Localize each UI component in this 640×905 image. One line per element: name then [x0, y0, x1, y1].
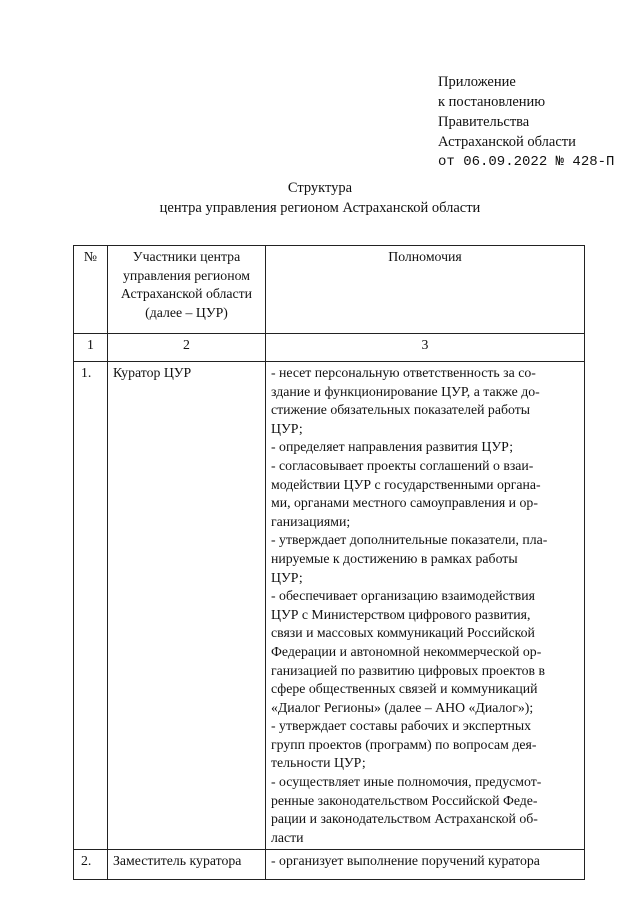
powers-line: ласти [271, 829, 304, 845]
appendix-block [438, 72, 614, 172]
powers-line: сфере общественных связей и коммуникаций [271, 681, 538, 697]
title-line-2: центра управления регионом Астраханской области [159, 200, 481, 216]
row-powers [266, 850, 585, 880]
row-participant: Заместитель куратора [108, 850, 266, 880]
appendix-line: Приложение [438, 74, 516, 90]
powers-line: - утверждает дополнительные показатели, пла- [271, 532, 548, 548]
powers-line: ЦУР; [271, 420, 303, 436]
column-number: 1 [74, 334, 108, 362]
column-number: 2 [108, 334, 266, 362]
header-participants-line: (далее – ЦУР) [145, 304, 228, 320]
powers-line: «Диалог Регионы» (далее – АНО «Диалог»); [271, 699, 534, 715]
powers-line: - осуществляет иные полномочия, предусмот- [271, 774, 542, 790]
structure-table [73, 245, 585, 880]
powers-line: модействии ЦУР с государственными органа- [271, 476, 541, 492]
header-participants [108, 246, 266, 334]
powers-line: ганизациями; [271, 513, 351, 529]
appendix-line: Правительства [438, 114, 530, 130]
powers-line: ренные законодательством Российской Феде- [271, 792, 538, 808]
powers-line: ми, органами местного самоуправления и ор- [271, 495, 538, 511]
table-row [74, 362, 585, 850]
powers-line: ЦУР; [271, 569, 303, 585]
powers-line: тельности ЦУР; [271, 755, 366, 771]
powers-line: Федерации и автономной некоммерческой ор- [271, 643, 542, 659]
powers-line: - несет персональную ответственность за со- [271, 365, 536, 380]
powers-line: - организует выполнение поручений куратора [271, 853, 540, 869]
powers-line: групп проектов (программ) по вопросам дея- [271, 736, 537, 752]
appendix-line: Астраханской области [438, 134, 576, 150]
document-title [0, 178, 640, 218]
powers-line: - утверждает составы рабочих и экспертных [271, 718, 532, 734]
column-number: 3 [266, 334, 585, 362]
powers-line: - обеспечивает организацию взаимодействия [271, 588, 535, 604]
title-line-1: Структура [287, 180, 353, 196]
header-participants-line: Участники центра [132, 249, 241, 264]
appendix-date-number: от 06.09.2022 № 428-П [438, 154, 615, 170]
row-powers [266, 362, 585, 850]
appendix-line: к постановлению [438, 94, 546, 110]
powers-line: стижение обязательных показателей работы [271, 402, 530, 418]
row-number: 1. [74, 362, 108, 850]
table-row [74, 850, 585, 880]
row-participant: Куратор ЦУР [108, 362, 266, 850]
header-participants-line: управления регионом [123, 267, 250, 283]
powers-line: ганизацией по развитию цифровых проектов в [271, 662, 545, 678]
powers-line: ЦУР с Министерством цифрового развития, [271, 606, 531, 622]
header-participants-line: Астраханской области [120, 286, 253, 302]
table-header-row [74, 246, 585, 334]
powers-line: рации и законодательством Астраханской об- [271, 811, 538, 827]
column-numbers-row [74, 334, 585, 362]
powers-line: здание и функционирование ЦУР, а также до- [271, 383, 540, 399]
header-powers: Полномочия [266, 246, 585, 334]
powers-line: - определяет направления развития ЦУР; [271, 439, 514, 455]
header-number: № [74, 246, 108, 334]
powers-line: - согласовывает проекты соглашений о взаи- [271, 457, 534, 473]
row-number: 2. [74, 850, 108, 880]
powers-line: нируемые к достижению в рамках работы [271, 550, 518, 566]
powers-line: связи и массовых коммуникаций Российской [271, 625, 535, 641]
